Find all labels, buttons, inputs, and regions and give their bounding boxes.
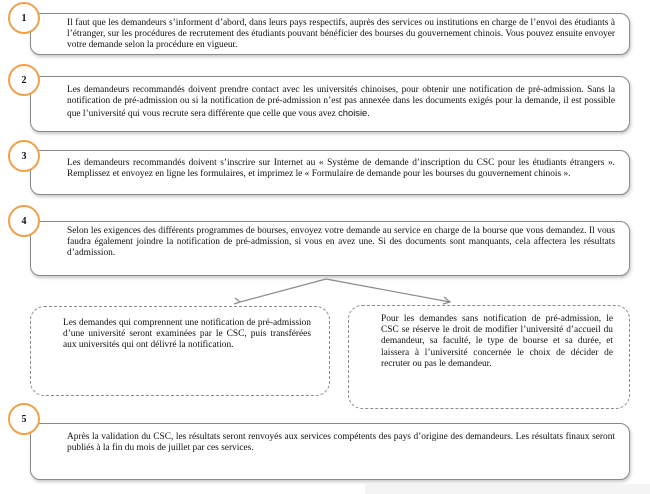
step-1-number: 1 [8, 2, 40, 34]
step-4-number: 4 [8, 205, 40, 237]
step-1-text: Il faut que les demandeurs s’informent d’abord, dans leurs pays respectifs, auprès des services ou institutions en charge de l’envoi des étudiants à l’étranger, sur les procédures de recrutement des étudiants pouvant bénéficier des bourses du gouvernement chinois. Vous pouvez ensuite envoyer votre demande selon la procédure en vigueur. [67, 18, 615, 51]
branch-left-box [30, 306, 330, 396]
step-2-number: 2 [8, 64, 40, 96]
step-3-number: 3 [8, 140, 40, 172]
step-2-text-tail: l’université qui vous recrute sera différente que celle que vous avez [80, 109, 339, 120]
footer-band [365, 484, 650, 494]
step-2-text-main: Les demandeurs recommandés doivent prendre contact avec les universités chinoises, pour obtenir une notification de pré-admission. Sans la notification de pré-admission ou si la notification de pré-admission n’est pas annexée dans les documents exigés pour la demande, il est possible que [67, 85, 615, 120]
branch-left-text: Les demandes qui comprennent une notification de pré-admission d’une université seront examinées par le CSC, puis transférées aux universités qui ont délivré la notification. [63, 318, 311, 351]
step-2-text-emph: choisie. [338, 107, 370, 119]
step-3-text: Les demandeurs recommandés doivent s’inscrire sur Internet au « Système de demande d’inscription du CSC pour les étudiants étrangers ». Remplissez et envoyez en ligne les formulaires, et imprimez le « Formulaire de demande pour les bourses du gouvernement chinois ». [67, 158, 615, 180]
branch-right-box [348, 305, 630, 409]
step-5-text: Après la validation du CSC, les résultats seront renvoyés aux services compétents des pays d’origine des demandeurs. Les résultats finaux seront publiés à la fin du mois de juillet par ces services. [67, 432, 615, 454]
step-4-text: Selon les exigences des différents programmes de bourses, envoyez votre demande au service en charge de la bourse que vous demandez. Il vous faudra également joindre la notification de pré-admission, si vous en avez une. Si des documents sont manquants, cela affectera les résultats d’admission. [67, 226, 615, 259]
branch-right-text: Pour les demandes sans notification de pré-admission, le CSC se réserve le droit de modifier l’université d’accueil du demandeur, sa faculté, le type de bourse et sa durée, et laissera à l’université concernée le choix de décider de recruter ou pas le demandeur. [381, 314, 613, 369]
step-5-box [30, 423, 630, 480]
step-5-number: 5 [8, 403, 40, 435]
